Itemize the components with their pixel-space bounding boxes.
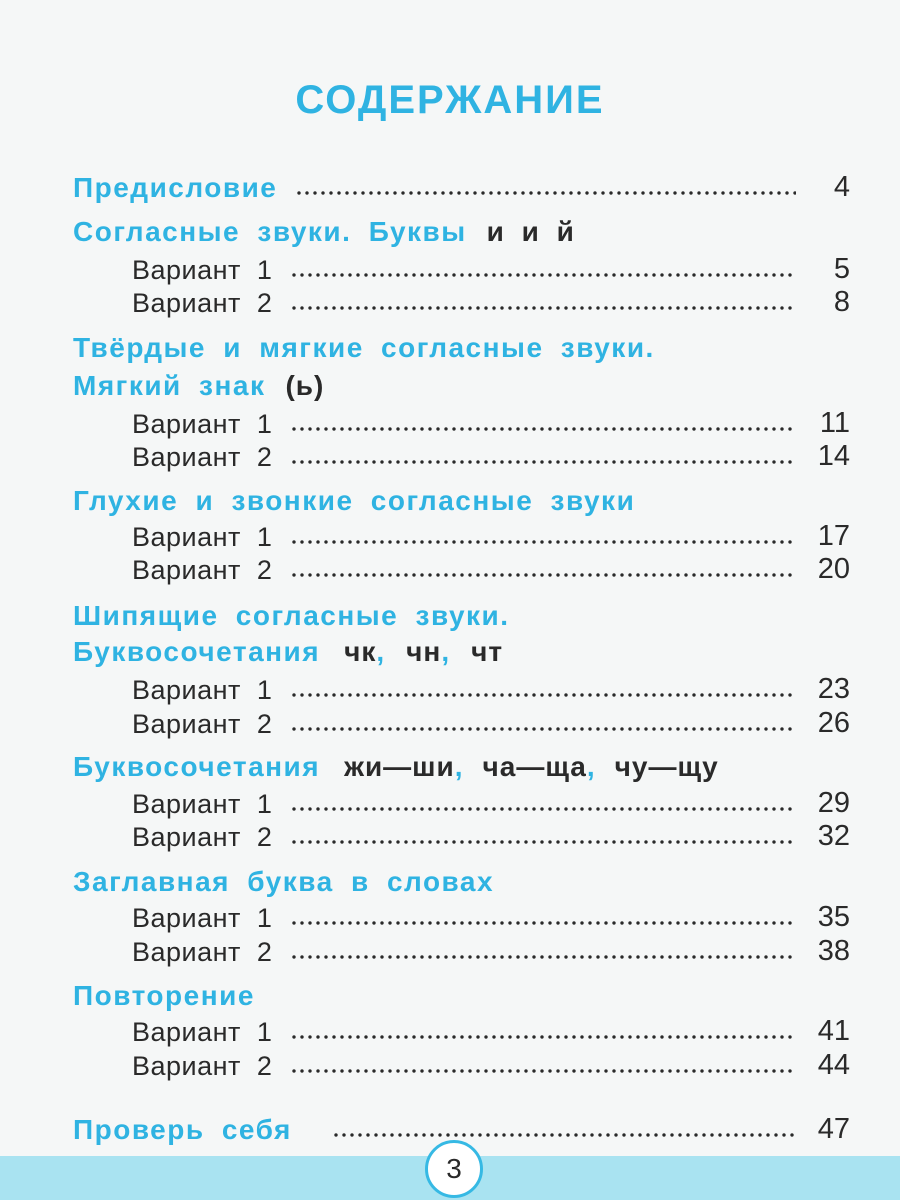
section-heading <box>73 328 850 362</box>
toc-entry-variant <box>132 517 850 551</box>
comma: , <box>441 636 450 667</box>
section-title: Твёрдые и мягкие согласные звуки. <box>73 332 655 363</box>
toc-entry-variant <box>132 1046 850 1080</box>
variant-label: Вариант 1 <box>132 903 273 933</box>
entry-label: Проверь себя <box>73 1114 292 1145</box>
dot-leader <box>290 459 796 465</box>
toc-entry-variant <box>132 784 850 818</box>
dot-leader <box>290 839 796 845</box>
letters: (ь) <box>285 370 325 401</box>
section-title: Заглавная буква в словах <box>73 866 495 897</box>
page-number: 32 <box>817 820 850 852</box>
toc-entry-variant <box>132 1012 850 1046</box>
dot-leader <box>290 726 796 732</box>
toc-entry-variant <box>132 283 850 317</box>
toc-entry-variant <box>132 898 850 932</box>
section-title: Повторение <box>73 980 255 1011</box>
variant-label: Вариант 1 <box>132 522 273 552</box>
variant-label: Вариант 1 <box>132 675 273 705</box>
variant-label: Вариант 2 <box>132 709 273 739</box>
page-number: 35 <box>817 901 850 933</box>
entry-label: Предисловие <box>73 172 278 203</box>
page-number: 41 <box>817 1015 850 1047</box>
toc-entry-check <box>73 1110 850 1144</box>
variant-label: Вариант 2 <box>132 288 273 318</box>
page-number: 4 <box>833 171 850 203</box>
dot-leader <box>290 572 796 578</box>
dot-leader <box>290 954 796 960</box>
variant-label: Вариант 2 <box>132 937 273 967</box>
page-number: 38 <box>817 935 850 967</box>
section-heading <box>73 481 850 515</box>
dot-leader <box>290 1034 796 1040</box>
variant-label: Вариант 2 <box>132 442 273 472</box>
dot-leader <box>332 1132 796 1138</box>
dot-leader <box>290 806 796 812</box>
page-number: 29 <box>817 787 850 819</box>
toc-entry-variant <box>132 932 850 966</box>
toc-entry-variant <box>132 670 850 704</box>
dot-leader <box>290 920 796 926</box>
dot-leader <box>290 305 796 311</box>
comma: , <box>586 751 595 782</box>
page-number: 44 <box>817 1049 850 1081</box>
page-number: 20 <box>817 553 850 585</box>
section-heading <box>73 747 850 781</box>
letters: чу—щу <box>614 751 719 782</box>
comma: , <box>454 751 463 782</box>
section-title: Согласные звуки. Буквы <box>73 216 467 247</box>
letters: чк <box>344 636 377 667</box>
section-heading <box>73 632 850 666</box>
section-title: Мягкий знак <box>73 370 266 401</box>
dot-leader <box>290 272 796 278</box>
page-number: 11 <box>819 407 850 439</box>
section-heading <box>73 366 850 400</box>
variant-label: Вариант 2 <box>132 555 273 585</box>
page-number-badge: 3 <box>425 1140 483 1198</box>
toc-entry-variant <box>132 437 850 471</box>
page-number: 8 <box>833 286 850 318</box>
comma: , <box>376 636 385 667</box>
toc-entry-preface <box>73 168 850 202</box>
toc-entry-variant <box>132 250 850 284</box>
toc-entry-variant <box>132 817 850 851</box>
dot-leader <box>290 692 796 698</box>
page-number: 14 <box>817 440 850 472</box>
section-title: Шипящие согласные звуки. <box>73 600 510 631</box>
section-title: Глухие и звонкие согласные звуки <box>73 485 636 516</box>
letters: жи—ши <box>344 751 455 782</box>
page-number: 23 <box>817 673 850 705</box>
dot-leader <box>295 190 796 196</box>
page-title: СОДЕРЖАНИЕ <box>295 78 605 122</box>
letters: чн <box>406 636 442 667</box>
dot-leader <box>290 539 796 545</box>
section-title: Буквосочетания <box>73 636 321 667</box>
letters: ча—ща <box>482 751 587 782</box>
page-number: 17 <box>817 520 850 552</box>
variant-label: Вариант 1 <box>132 255 273 285</box>
page-number: 47 <box>817 1113 850 1145</box>
letters: чт <box>471 636 504 667</box>
toc-entry-variant <box>132 404 850 438</box>
variant-label: Вариант 2 <box>132 1051 273 1081</box>
variant-label: Вариант 1 <box>132 789 273 819</box>
page-number: 26 <box>817 707 850 739</box>
page-number: 5 <box>833 253 850 285</box>
toc-entry-variant <box>132 704 850 738</box>
section-title: Буквосочетания <box>73 751 321 782</box>
section-heading <box>73 212 850 246</box>
toc-entry-variant <box>132 550 850 584</box>
variant-label: Вариант 1 <box>132 1017 273 1047</box>
section-heading <box>73 862 850 896</box>
dot-leader <box>290 426 796 432</box>
variant-label: Вариант 1 <box>132 409 273 439</box>
letters: и и й <box>486 216 575 247</box>
section-heading <box>73 596 850 630</box>
dot-leader <box>290 1068 796 1074</box>
variant-label: Вариант 2 <box>132 822 273 852</box>
section-heading <box>73 976 850 1010</box>
